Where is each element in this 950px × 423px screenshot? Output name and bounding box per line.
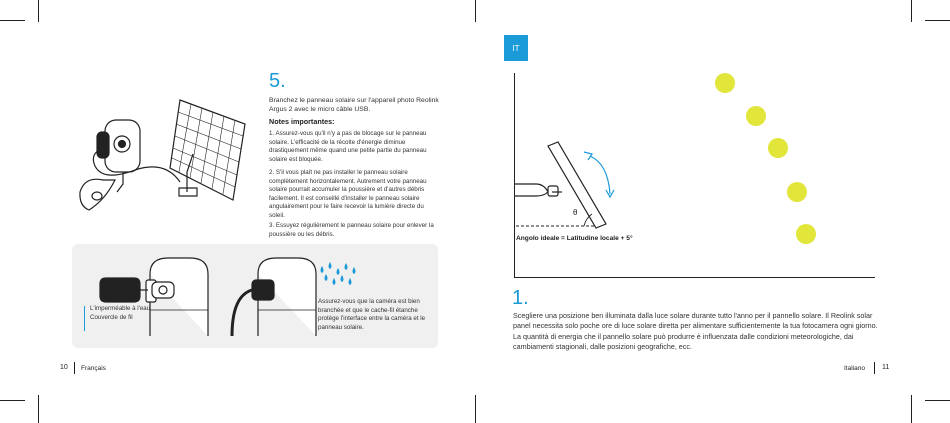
step-number: 5. xyxy=(269,70,286,92)
crop-mark xyxy=(475,395,476,423)
camera-solar-illustration xyxy=(75,92,255,217)
angle-caption: Angolo ideale = Latitudine locale + 5° xyxy=(516,235,633,242)
sun-icon xyxy=(787,182,807,202)
footer-language: Italiano xyxy=(844,365,865,372)
tip-accent-bar xyxy=(84,306,85,331)
step-intro: Branchez le panneau solaire sur l'appareil photo Reolink Argus 2 avec le micro câble USB. xyxy=(269,97,439,114)
note-item: 3. Essuyez régulièrement le panneau solaire pour enlever la poussière ou les débris. xyxy=(269,222,434,238)
step-number: 1. xyxy=(512,287,529,309)
footer-separator xyxy=(874,362,875,374)
crop-mark xyxy=(0,20,25,21)
crop-mark xyxy=(911,0,912,22)
crop-mark xyxy=(925,20,950,21)
waterproof-tip-text: Assurez-vous que la caméra est bien branchée et que le cache-fil étanche protège l'interface entre la caméra et le panneau solaire. xyxy=(318,298,426,331)
crop-mark xyxy=(475,0,476,22)
note-item: 1. Assurez-vous qu'il n'y a pas de blocage sur le panneau solaire. L'efficacité de la récolte d'énergie diminue drastiquement même quand une petite partie du panneau solaire est bloquée. xyxy=(269,130,427,163)
sun-icon xyxy=(796,224,816,244)
waterproof-cover-illustration xyxy=(72,244,438,348)
sun-icon xyxy=(768,138,788,158)
step-body: Scegliere una posizione ben illuminata dalla luce solare durante tutto l'anno per il pannello solare. Il Reolink solar panel necessita solo poche ore di luce solare diretta per alimentare sufficientemente la tua fotocamera ogni giorno. La quantità di energia che il pannello solare può produrre è influenzata dalle condizioni meteorologiche, dai cambiamenti stagionali, dalle posizioni geografiche, ecc. xyxy=(513,311,878,351)
page-number: 11 xyxy=(882,364,890,371)
sun-icon xyxy=(715,73,735,93)
panel-tilt-illustration xyxy=(514,140,624,232)
crop-mark xyxy=(0,400,25,401)
crop-mark xyxy=(925,400,950,401)
note-item: 2. S'il vous plaît ne pas installer le panneau solaire complètement horizontalement. Autrement votre panneau solaire pourrait accumuler la poussière et d'autres débris facilement. Il est conseillé d'installer le panneau solaire angulairement pour le faire recevoir la lumière directe du soleil. xyxy=(269,169,427,219)
sun-icon xyxy=(746,106,766,126)
angle-symbol: θ xyxy=(573,208,578,217)
crop-mark xyxy=(38,395,39,423)
language-tab: IT xyxy=(504,35,528,61)
footer-language: Français xyxy=(81,365,106,372)
footer-separator xyxy=(74,362,75,374)
notes-title: Notes importantes: xyxy=(269,117,335,126)
page-number: 10 xyxy=(60,364,68,371)
crop-mark xyxy=(911,395,912,423)
waterproof-cover-label: L'imperméable à l'eau Couvercle de fil xyxy=(90,305,151,321)
crop-mark xyxy=(38,0,39,22)
